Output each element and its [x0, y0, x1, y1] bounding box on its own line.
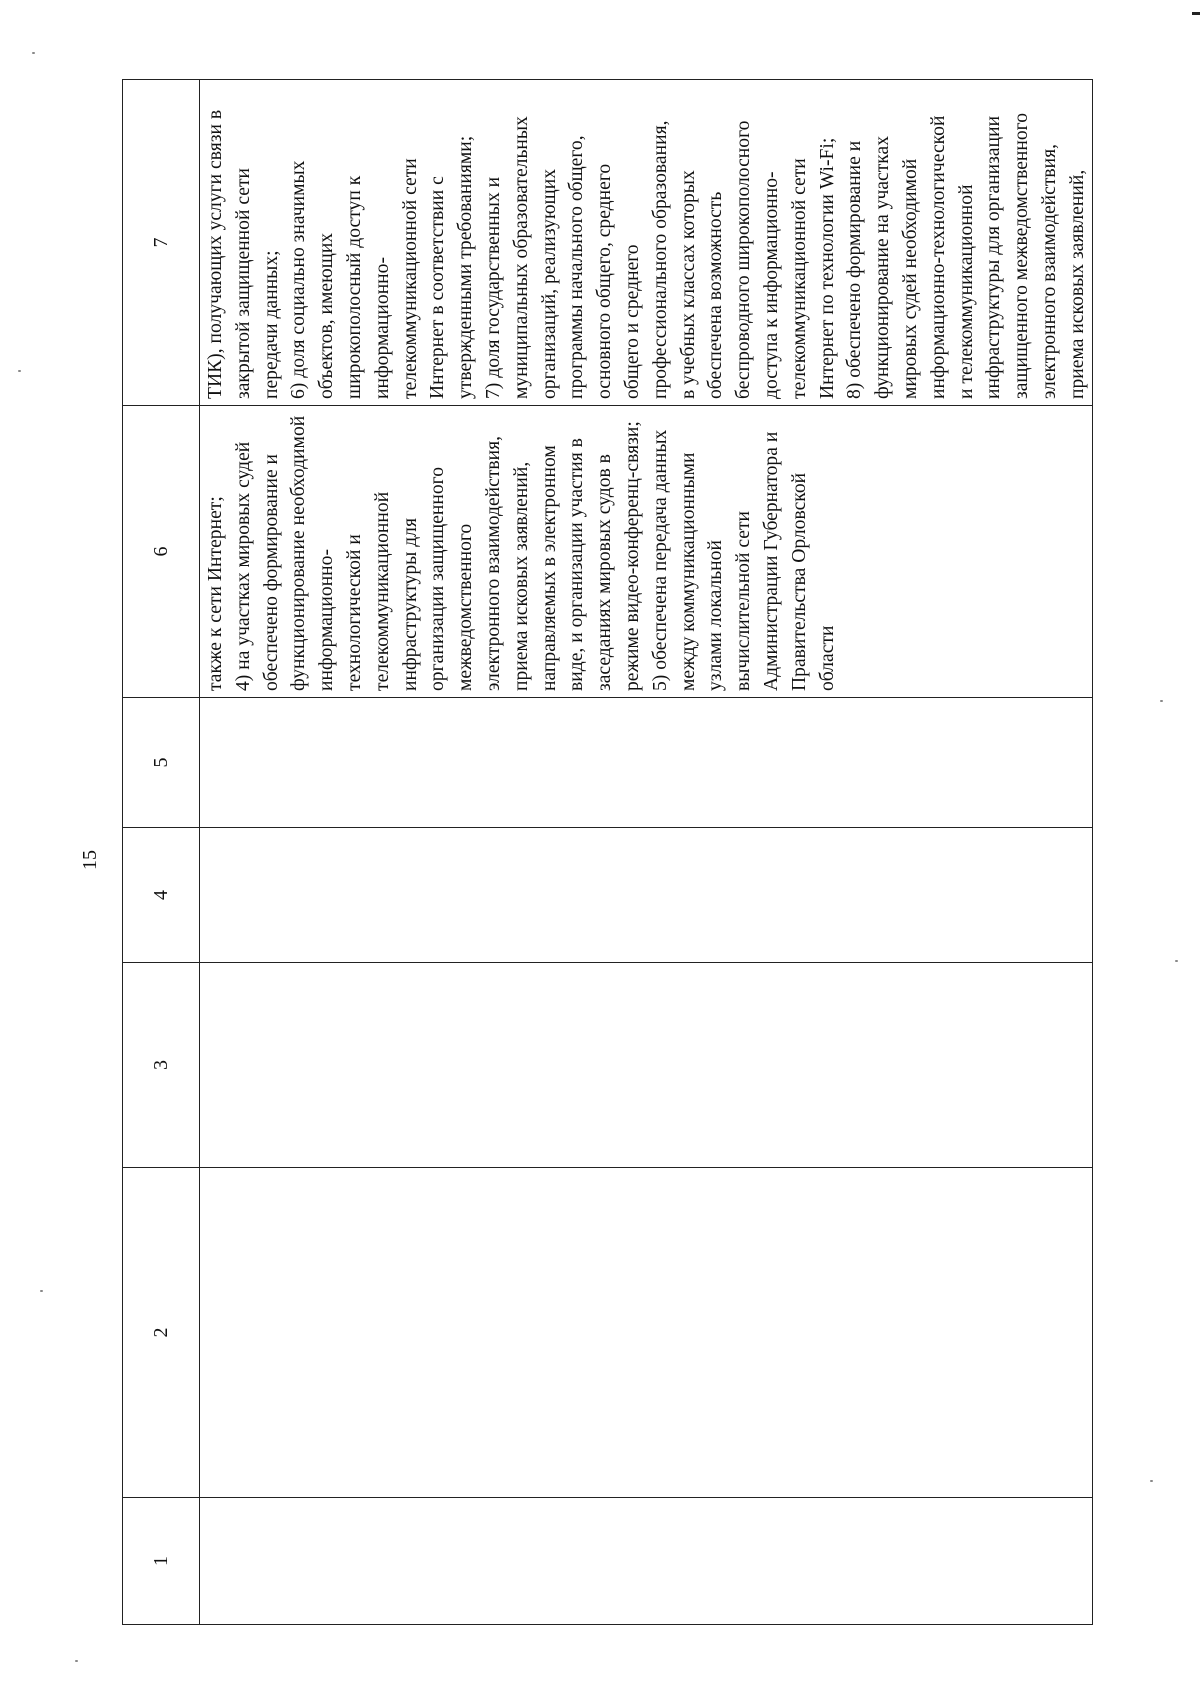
table-container	[122, 80, 1087, 1625]
header-row	[123, 80, 200, 1625]
text-line: информационно-	[371, 257, 393, 399]
text-line: общего и среднего	[621, 244, 643, 399]
scan-speck	[1150, 1480, 1153, 1482]
text-line: широкополосный доступ к	[343, 175, 365, 399]
text-line: приема исковых заявлений,	[510, 461, 532, 691]
cell-col-7	[200, 80, 1093, 406]
text-line: утвержденными требованиями;	[455, 135, 477, 399]
column-header-4: 4	[123, 828, 200, 963]
text-line: 6) доля социально значимых	[288, 160, 310, 399]
text-line: закрытой защищенной сети	[232, 167, 254, 399]
column-header-2: 2	[123, 1168, 200, 1498]
text-line: Интернет по технологии Wi-Fi;	[816, 137, 838, 399]
text-line: инфраструктуры для	[399, 518, 421, 691]
text-line: доступа к информационно-	[760, 171, 782, 399]
scan-speck	[1175, 960, 1178, 962]
text-line: межведомственного	[455, 523, 477, 691]
text-line: виде, и организации участия в	[566, 438, 588, 691]
cell-col-6-text	[200, 406, 841, 697]
column-header-7: 7	[123, 80, 200, 406]
text-line: между коммуникационными	[677, 452, 699, 691]
text-line: технологической и	[343, 534, 365, 691]
table-row	[200, 80, 1093, 1625]
scan-speck	[18, 370, 21, 372]
text-line: функционирование необходимой	[288, 415, 310, 691]
text-line: передачи данных;	[260, 250, 282, 399]
cell-col-2	[200, 1168, 1093, 1498]
text-line: обеспечена возможность	[705, 191, 727, 399]
text-line: беспроводного широкополосного	[733, 120, 755, 399]
text-line: Администрации Губернатора и	[760, 431, 782, 691]
text-line: программы начального общего,	[566, 135, 588, 399]
column-header-3: 3	[123, 963, 200, 1168]
text-line: телекоммуникационной	[371, 491, 393, 691]
text-line: 7) доля государственных и	[482, 176, 504, 399]
text-line: телекоммуникационной сети	[788, 158, 810, 399]
text-line: информационно-	[316, 549, 338, 691]
text-line: обеспечено формирование и	[260, 453, 282, 691]
text-line: узлами локальной	[705, 540, 727, 691]
text-line: организации защищенного	[427, 467, 449, 691]
text-line: направляемых в электронном	[538, 445, 560, 691]
column-header-1: 1	[123, 1498, 200, 1625]
text-line: заседаниях мировых судов в	[594, 454, 616, 691]
text-line: инфраструктуры для организации	[983, 115, 1005, 399]
text-line: телекоммуникационной сети	[399, 158, 421, 399]
text-line: приема исковых заявлений,	[1066, 169, 1088, 399]
scan-speck	[32, 52, 35, 54]
cell-col-7-text	[200, 80, 1092, 405]
cell-col-6	[200, 406, 1093, 698]
page-number: 15	[79, 850, 101, 870]
text-line: также к сети Интернет;	[205, 496, 226, 691]
scan-speck	[40, 1290, 43, 1292]
cell-col-3	[200, 963, 1093, 1168]
text-line: профессионального образования,	[649, 120, 671, 399]
text-line: ТИК), получающих услуги связи в	[205, 109, 226, 399]
text-line: режиме видео-конференц-связи;	[621, 421, 643, 691]
text-line: Правительства Орловской	[788, 472, 810, 691]
text-line: электронного взаимодействия,	[1038, 143, 1060, 399]
text-line: вычислительной сети	[733, 510, 755, 691]
scan-edge-mark	[1192, 12, 1200, 15]
text-line: и телекоммуникационной	[955, 184, 977, 399]
cell-col-1	[200, 1498, 1093, 1625]
text-line: 8) обеспечено формирование и	[844, 140, 866, 399]
text-line: муниципальных образовательных	[510, 116, 532, 399]
scan-speck	[1160, 700, 1163, 702]
text-line: информационно-технологической	[927, 115, 949, 399]
rotated-table-frame	[122, 80, 1087, 1625]
column-header-5: 5	[123, 698, 200, 828]
cell-col-5	[200, 698, 1093, 828]
text-line: 4) на участках мировых судей	[232, 441, 254, 691]
text-line: в учебных классах которых	[677, 170, 699, 399]
text-line: области	[816, 625, 838, 691]
text-line: защищенного межведомственного	[1011, 112, 1033, 399]
text-line: объектов, имеющих	[316, 232, 338, 399]
text-line: функционирование на участках	[872, 135, 894, 399]
text-line: электронного взаимодействия,	[482, 435, 504, 691]
cell-col-4	[200, 828, 1093, 963]
text-line: основного общего, среднего	[594, 163, 616, 399]
data-table	[122, 79, 1093, 1625]
text-line: 5) обеспечена передача данных	[649, 429, 671, 691]
text-line: мировых судей необходимой	[899, 158, 921, 399]
scan-speck	[75, 1660, 78, 1662]
text-line: Интернет в соответствии с	[427, 176, 449, 399]
text-line: организаций, реализующих	[538, 169, 560, 399]
column-header-6: 6	[123, 406, 200, 698]
